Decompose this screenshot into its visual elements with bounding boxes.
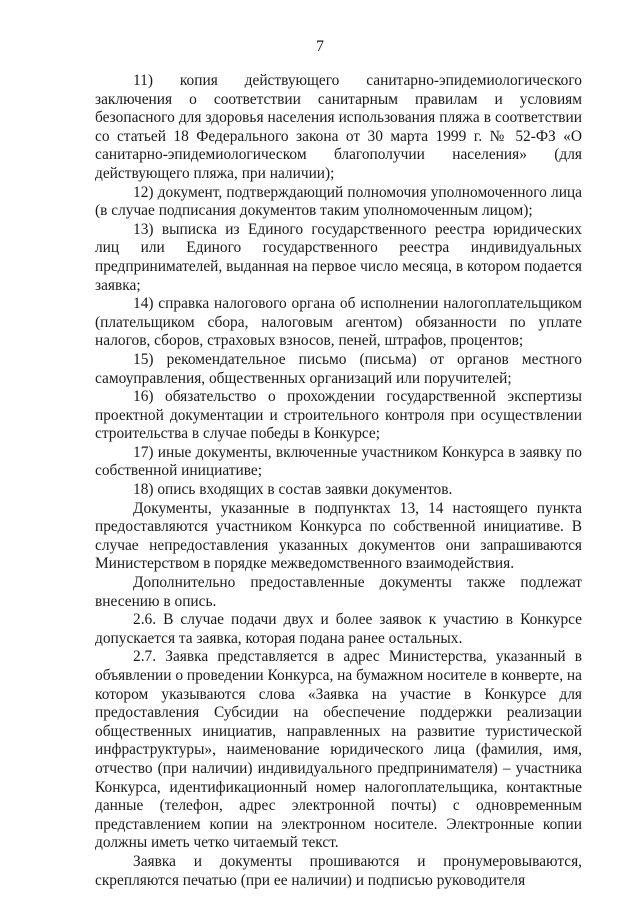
paragraph-item-18: 18) опись входящих в состав заявки документов. (133, 481, 453, 499)
paragraph-section-2-6: 2.6. В случае подачи двух и более заявок к участию в Конкурсе допускается та заявка, которая подана ранее остальных. (95, 611, 582, 647)
paragraph-item-15: 15) рекомендательное письмо (письма) от органов местного самоуправления, общественных организаций или поручителей; (95, 350, 582, 387)
paragraph-additional-docs: Дополнительно предоставленные документы также подлежат внесению в опись. (95, 574, 582, 610)
paragraph-item-17: 17) иные документы, включенные участником Конкурса в заявку по собственной инициативе; (95, 443, 582, 480)
page-number: 7 (316, 38, 324, 55)
paragraph-documents-note: Документы, указанные в подпунктах 13, 14 настоящего пункта предоставляются участником Конкурса по собственной инициативе. В случае непредоставления указанных документов они запрашиваются Министерством в порядке межведомственного взаимодействия. (95, 499, 582, 573)
paragraph-binding: Заявка и документы прошиваются и пронумеровываются, скрепляются печатью (при ее наличии) и подписью руководителя (95, 852, 582, 889)
paragraph-item-13: 13) выписка из Единого государственного реестра юридических лиц или Единого государственного реестра индивидуальных предпринимателей, выданная на первое число месяца, в котором подается заявка; (95, 220, 582, 294)
paragraph-item-16: 16) обязательство о прохождении государственной экспертизы проектной документации и строительного контроля при осуществлении строительства в случае победы в Конкурсе; (95, 388, 582, 443)
paragraph-item-14: 14) справка налогового органа об исполнении налогоплательщиком (плательщиком сбора, налоговым агентом) обязанности по уплате налогов, сборов, страховых взносов, пеней, штрафов, процентов; (95, 295, 582, 350)
paragraph-item-11: 11) копия действующего санитарно-эпидемиологического заключения о соответствии санитарным правилам и условиям безопасного для здоровья населения использования пляжа в соответствии со статьей 18 Федерального закона от 30 марта 1999 г. № 52-ФЗ «О санитарно-эпидемиологическом благополучии населения» (для действующего пляжа, при наличии); (95, 72, 582, 182)
paragraph-item-12: 12) документ, подтверждающий полномочия уполномоченного лица (в случае подписания документов таким уполномоченным лицом); (95, 183, 582, 220)
paragraph-section-2-7: 2.7. Заявка представляется в адрес Министерства, указанный в объявлении о проведении Конкурса, на бумажном носителе в конверте, на котором указываются слова «Заявка на участие в Конкурсе для предоставления Субсидии на обеспечение поддержки реализации общественных инициатив, направленных на развитие туристической инфраструктуры», наименование юридического лица (фамилия, имя, отчество (при наличии) индивидуального предпринимателя) – участника Конкурса, идентификационный номер налогоплательщика, контактные данные (телефон, адрес электронной почты) с одновременным представлением копии на электронном носителе. Электронные копии должны иметь четко читаемый текст. (95, 648, 582, 852)
document-body (95, 72, 582, 890)
